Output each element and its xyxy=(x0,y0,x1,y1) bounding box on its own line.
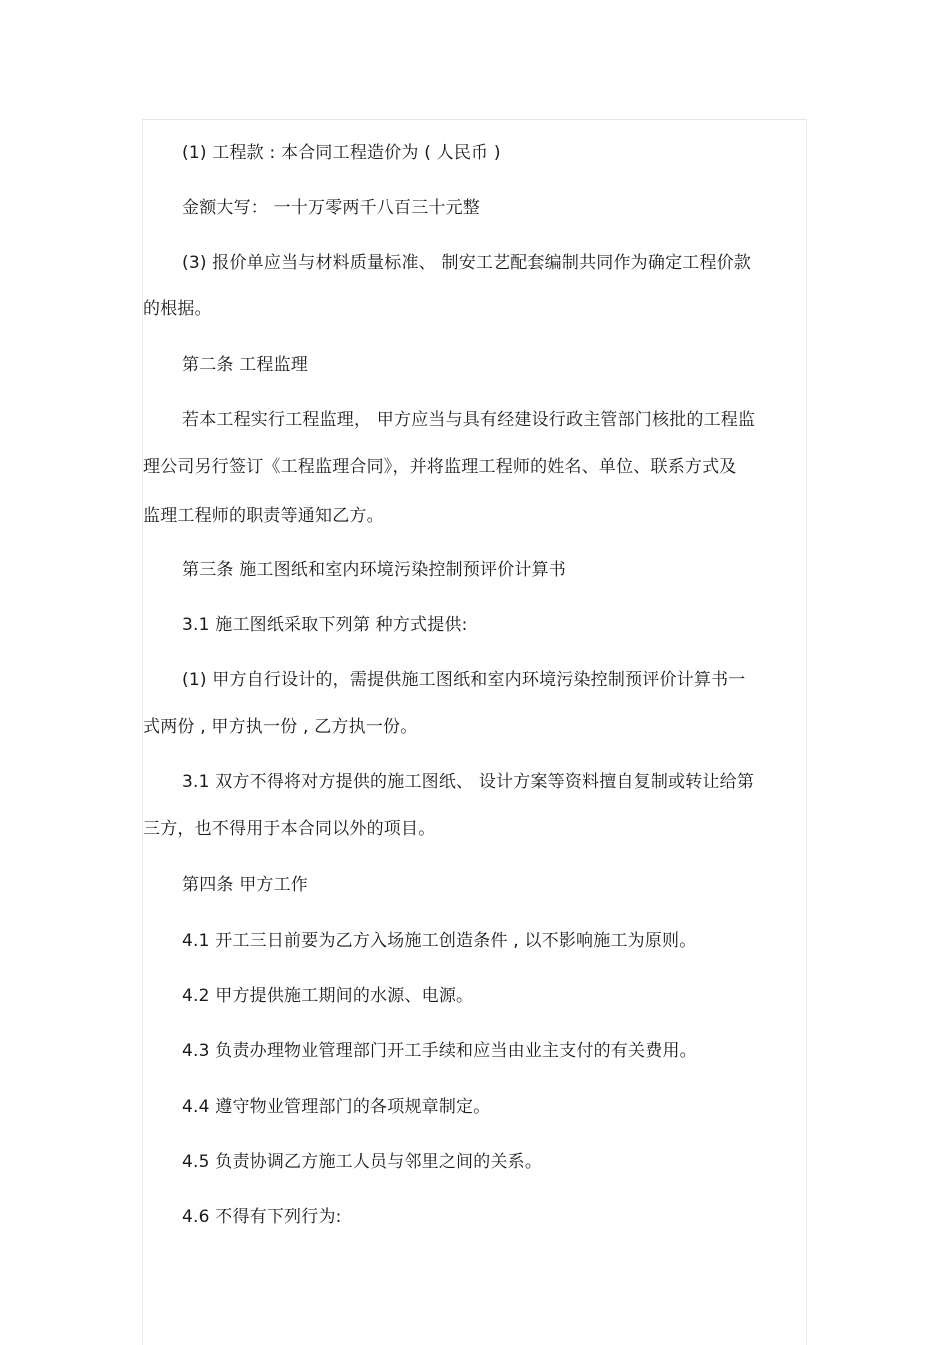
clause-text-line: 4.2 甲方提供施工期间的水源、电源。 xyxy=(182,986,474,1006)
clause-text-line: 3.1 双方不得将对方提供的施工图纸、 设计方案等资料擅自复制或转让给第 xyxy=(182,772,755,792)
clause-text-line: (1) 甲方自行设计的，需提供施工图纸和室内环境污染控制预评价计算书一 xyxy=(182,670,746,690)
clause-text-line: (3) 报价单应当与材料质量标准、 制安工艺配套编制共同作为确定工程价款 xyxy=(182,253,752,273)
clause-text-line: 金额大写： 一十万零两千八百三十元整 xyxy=(182,198,481,218)
clause-text-line: 4.5 负责协调乙方施工人员与邻里之间的关系。 xyxy=(182,1152,543,1172)
clause-text-line: (1) 工程款 : 本合同工程造价为 ( 人民币 ) xyxy=(182,143,501,163)
clause-text-line: 4.1 开工三日前要为乙方入场施工创造条件 , 以不影响施工为原则。 xyxy=(182,931,697,951)
section-heading: 第三条 施工图纸和室内环境污染控制预评价计算书 xyxy=(182,560,567,580)
clause-text-line: 式两份 , 甲方执一份 , 乙方执一份。 xyxy=(143,717,418,737)
section-heading: 第二条 工程监理 xyxy=(182,355,309,375)
clause-text-line: 3.1 施工图纸采取下列第 种方式提供: xyxy=(182,615,468,635)
clause-text-line: 监理工程师的职责等通知乙方。 xyxy=(143,506,384,526)
clause-text-line: 4.3 负责办理物业管理部门开工手续和应当由业主支付的有关费用。 xyxy=(182,1041,697,1061)
clause-text-line: 的根据。 xyxy=(143,299,212,319)
clause-text-line: 若本工程实行工程监理， 甲方应当与具有经建设行政主管部门核批的工程监 xyxy=(182,410,756,430)
clause-text-line: 4.6 不得有下列行为: xyxy=(182,1207,342,1227)
clause-text-line: 三方，也不得用于本合同以外的项目。 xyxy=(143,819,436,839)
section-heading: 第四条 甲方工作 xyxy=(182,875,309,895)
clause-text-line: 理公司另行签订《工程监理合同》，并将监理工程师的姓名、单位、联系方式及 xyxy=(143,457,737,477)
clause-text-line: 4.4 遵守物业管理部门的各项规章制定。 xyxy=(182,1097,491,1117)
